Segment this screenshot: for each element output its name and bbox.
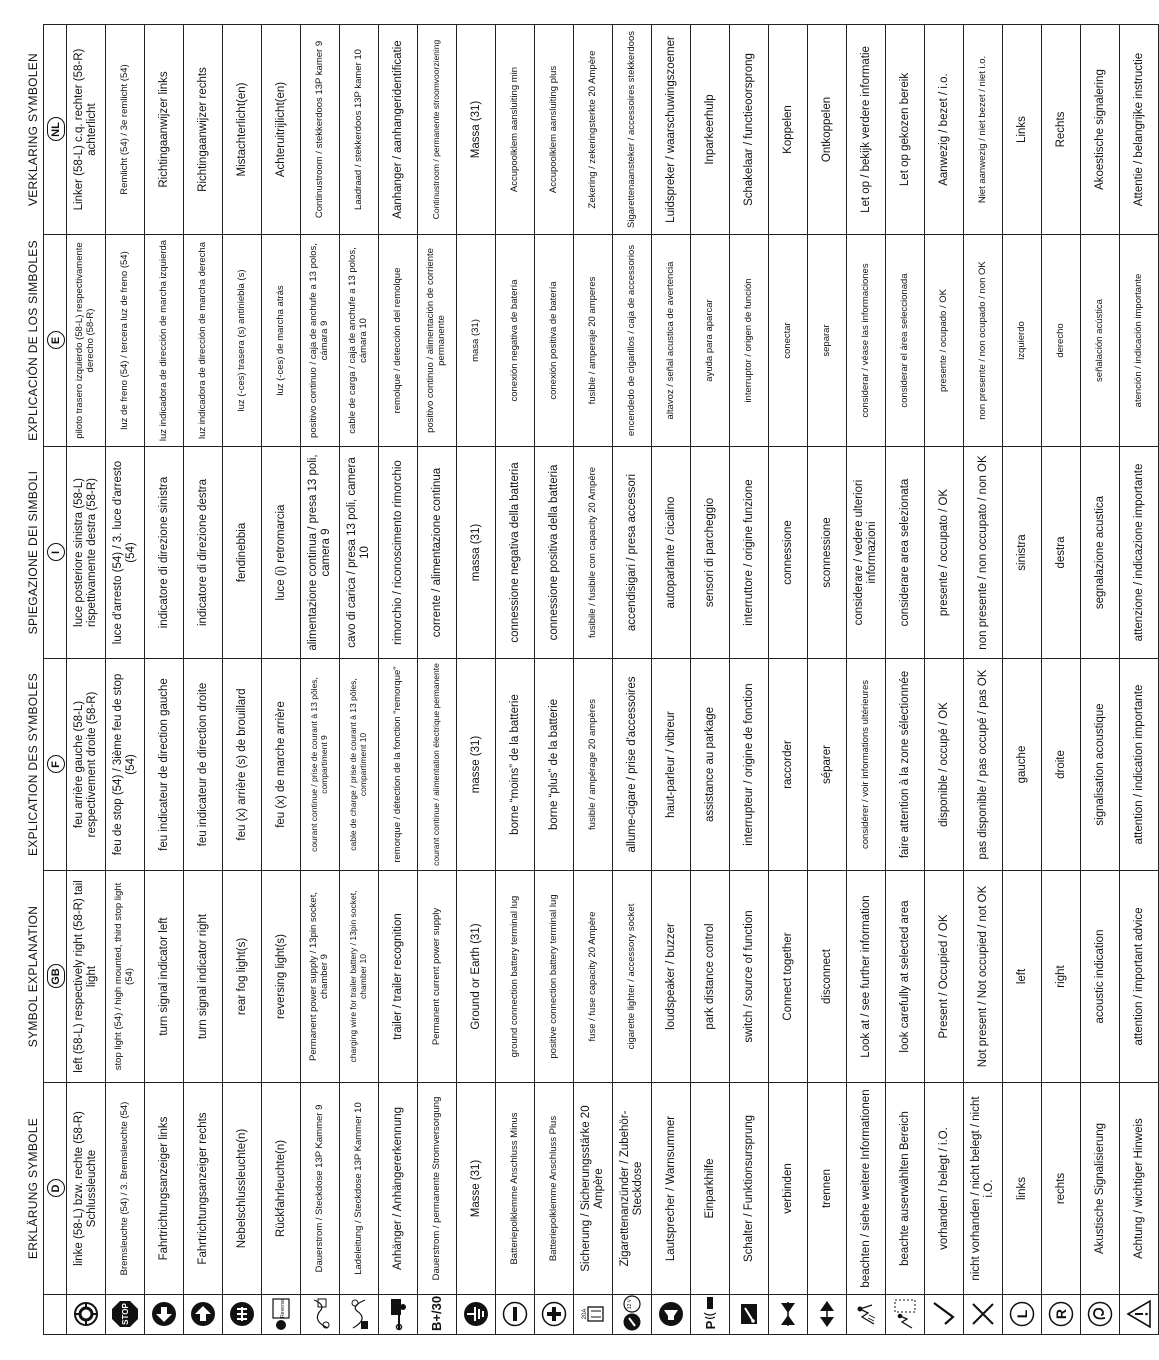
cell-gb: disconnect [808,871,847,1083]
table-row [145,25,184,1335]
cell-es: cable de carga / caja de anchufe a 13 polos, cámara 10 [340,235,379,447]
symbol-cell [574,1295,613,1335]
park-assist-icon [699,1295,721,1331]
cell-it: luce d'arresto (54) / 3. luce d'arresto (54) [106,447,145,659]
cell-de: Schalter / Funktionsursprung [730,1083,769,1295]
cell-es: separar [808,235,847,447]
cell-gb: Present / Occupied / OK [925,871,964,1083]
header-de: ERKLÄRUNG SYMBOLE [25,1083,44,1295]
trailer-icon [388,1297,408,1331]
cell-nl: Aanwezig / bezet / i.o. [925,25,964,235]
cell-fr: droite [1042,659,1081,871]
look-icon [854,1302,878,1328]
cell-nl: Akoestische signalering [1081,25,1120,235]
cell-de: Akustische Signalisierung [1081,1083,1120,1295]
cell-fr: considérer / voir informations ultérieures [847,659,886,871]
cell-nl: Attentie / belangrijke instructie [1120,25,1159,235]
cell-fr: fusible / ampérage 20 ampères [574,659,613,871]
symbol-cell [808,1295,847,1335]
table-row [418,25,457,1335]
cell-gb: Permanent power supply / 13pin socket, chamber 9 [301,871,340,1083]
switch-icon [738,1302,760,1328]
b30-icon: B+/30 [418,1295,457,1335]
cell-nl: Niet aanwezig / niet bezet / niet i.o. [964,25,1003,235]
park-label: P [703,1320,718,1330]
cell-gb: trailer / trailer recognition [379,871,418,1083]
symbol-cell [1081,1295,1120,1335]
socket-10-icon [347,1297,371,1331]
check-icon [931,1302,957,1328]
cell-fr: gauche [1003,659,1042,871]
cell-it: connessione negativa della batteria [496,447,535,659]
warning-icon [1126,1301,1152,1329]
cell-nl: Luidspreker / waarschuwingszoemer [652,25,691,235]
cell-it: connessione [769,447,808,659]
cell-nl: Remlicht (54) / 3e remlicht (54) [106,25,145,235]
ground-icon [463,1302,489,1328]
cell-es: izquierdo [1003,235,1042,447]
cell-fr: feu (x) arrière (s) de brouillard [223,659,262,871]
turn-left-icon [151,1302,177,1328]
cell-es: conexión negativa de batería [496,235,535,447]
cell-gb: attention / important advice [1120,871,1159,1083]
lang-badge-es [44,235,67,447]
cell-it: sinistra [1003,447,1042,659]
lang-badge-gb [44,871,67,1083]
cell-fr: pas disponible / pas occupé / pas OK [964,659,1003,871]
cell-gb: left [1003,871,1042,1083]
table-row [496,25,535,1335]
cell-gb: Look at / see further information [847,871,886,1083]
connect-icon [777,1301,799,1329]
cell-it: accendisigari / presa accessori [613,447,652,659]
cell-it: luce (i) retromarcia [262,447,301,659]
symbol-cell [457,1295,496,1335]
symbol-cell [652,1295,691,1335]
area-icon [892,1299,918,1331]
tail-light-icon [73,1302,99,1328]
table-row [535,25,574,1335]
cell-de: nicht vorhanden / nicht belegt / nicht i.O. [964,1083,1003,1295]
table-row [1042,25,1081,1335]
table-row [262,25,301,1335]
cell-nl: Accupoolklem aansluiting plus [535,25,574,235]
cell-de: Dauerstrom / Steckdose 13P Kammer 9 [301,1083,340,1295]
left-l-icon [1009,1302,1035,1328]
cell-es: interruptor / origen de función [730,235,769,447]
symbol-cell [67,1295,106,1335]
table-row [652,25,691,1335]
cell-fr: allume-cigare / prise d'accessoires [613,659,652,871]
cell-nl: Massa (31) [457,25,496,235]
disconnect-icon [816,1301,838,1329]
speaker-icon [658,1302,684,1328]
lang-badge-fr [44,659,67,871]
cell-es: luz (-ces) trasera (s) antiniebla (s) [223,235,262,447]
cell-es: derecho [1042,235,1081,447]
cell-nl: Continustroom / stekkerdoos 13P kamer 9 [301,25,340,235]
minus-icon [502,1302,528,1328]
cell-nl: Links [1003,25,1042,235]
cell-es: masa (31) [457,235,496,447]
cell-fr: attention / indication importante [1120,659,1159,871]
cell-es: atención / indicación importante [1120,235,1159,447]
socket-9-icon [308,1297,332,1331]
voltage-label: 12 V [627,1298,633,1310]
cell-fr: feu de stop (54) / 3ième feu de stop (54) [106,659,145,871]
cell-de: Rückfahrleuchte(n) [262,1083,301,1295]
cell-nl: Mistachterlicht(en) [223,25,262,235]
l-letter: L [1014,1310,1030,1319]
cell-de: Dauerstrom / permanente Stromversorgung [418,1083,457,1295]
symbol-cell [1042,1295,1081,1335]
cell-de: links [1003,1083,1042,1295]
cell-it: considerare area selezionata [886,447,925,659]
cell-it: fendinebbia [223,447,262,659]
cell-it: presente / occupato / OK [925,447,964,659]
symbol-cell [145,1295,184,1335]
symbol-cell [613,1295,652,1335]
table-row [67,25,106,1335]
cell-gb: turn signal indicator right [184,871,223,1083]
cell-gb: acoustic indication [1081,871,1120,1083]
cell-de: Fahrtrichtungsanzeiger links [145,1083,184,1295]
cell-fr: courant continue / alimentation électrique permanente [418,659,457,871]
cell-gb: positive connection battery terminal lug [535,871,574,1083]
cell-es: conectar [769,235,808,447]
table-row [769,25,808,1335]
header-gb: SYMBOL EXPLANATION [25,871,44,1083]
cell-nl: Zekering / zekeringsterkte 20 Ampère [574,25,613,235]
stop-label: STOP [121,1303,130,1326]
cell-it: sensori di parcheggio [691,447,730,659]
lang-badge-nl [44,25,67,235]
cell-fr: remorque / détection de la fonction "remorque" [379,659,418,871]
cell-fr: raccorder [769,659,808,871]
table-row [613,25,652,1335]
cell-it: attenzione / indicazione importante [1120,447,1159,659]
symbol-cell [262,1295,301,1335]
symbol-legend-table [25,24,1159,1335]
lighter-icon [621,1295,643,1331]
cell-gb: Not present / Not occupied / not OK [964,871,1003,1083]
cell-it: sconnessione [808,447,847,659]
cell-fr: courant continue / prise de courant à 13 pôles, compartiment 9 [301,659,340,871]
cell-de: Masse (31) [457,1083,496,1295]
cell-fr: feu arrière gauche (58-L) respectivement droite (58-R) [67,659,106,871]
table-row [691,25,730,1335]
cell-de: Achtung / wichtiger Hinweis [1120,1083,1159,1295]
lang-blank-cell [44,1295,67,1335]
symbol-column-header [25,1295,44,1335]
table-row [574,25,613,1335]
cell-nl: Inparkeerhulp [691,25,730,235]
symbol-cell [1120,1295,1159,1335]
table-row [1003,25,1042,1335]
lang-code: E [47,332,65,350]
cell-it: fusibile / fusibile con capacity 20 Ampère [574,447,613,659]
cell-it: interruttore / origine funzione [730,447,769,659]
symbol-cell [301,1295,340,1335]
turn-right-icon [190,1302,216,1328]
cell-fr: faire attention à la zone sélectionnée [886,659,925,871]
cell-es: non presente / non ocupado / non OK [964,235,1003,447]
lang-code: D [47,1180,65,1198]
cell-nl: Laadraad / stekkerdoos 13P kamer 10 [340,25,379,235]
symbol-cell [379,1295,418,1335]
cell-de: Fahrtrichtungsanzeiger rechts [184,1083,223,1295]
cell-gb: right [1042,871,1081,1083]
stop-light-icon [111,1301,139,1329]
cell-de: rechts [1042,1083,1081,1295]
table-row [808,25,847,1335]
cell-de: Anhänger / Anhängererkennung [379,1083,418,1295]
cell-es: ayuda para aparcar [691,235,730,447]
cell-es: presente / ocupado / OK [925,235,964,447]
cell-fr: cable de charge / prise de courant à 13 pôles, compartiment 10 [340,659,379,871]
header-es: EXPLICACIÓN DE LOS SIMBOLES [25,235,44,447]
cell-es: piloto trasero izquierdo (58-L) respectivamente derecho (58-R) [67,235,106,447]
lang-badge-it [44,447,67,659]
table-row [457,25,496,1335]
cell-nl: Let op gekozen bereik [886,25,925,235]
cell-gb: look carefully at selected area [886,871,925,1083]
symbol-cell [223,1295,262,1335]
cell-de: verbinden [769,1083,808,1295]
cell-es: positivo continuo / caja de anchufe a 13 polos, cámara 9 [301,235,340,447]
cell-it: alimentazione continua / presa 13 poli, camera 9 [301,447,340,659]
symbol-cell [730,1295,769,1335]
symbol-cell [886,1295,925,1335]
fog-light-icon [229,1302,255,1328]
cell-es: altavoz / señal acustica de avertencia [652,235,691,447]
lang-code: I [47,544,65,562]
table-row [964,25,1003,1335]
cell-nl: Continustroom / permanente stroomvoorziening [418,25,457,235]
cell-it: massa (31) [457,447,496,659]
cell-nl: Sigarettenaansteker / accessoires stekkerdoos [613,25,652,235]
cell-gb: Permanent current power supply [418,871,457,1083]
cell-es: luz indicadora de dirección de marcha izquierda [145,235,184,447]
symbol-cell [691,1295,730,1335]
cell-nl: Richtingaanwijzer links [145,25,184,235]
lang-code: GB [47,965,65,989]
cell-nl: Linker (58-L) c.q. rechter (58-R) achterlicht [67,25,106,235]
cell-de: Zigarettenanzünder / Zubehör-Steckdose [613,1083,652,1295]
cell-nl: Schakelaar / functieoorsprong [730,25,769,235]
table-row [925,25,964,1335]
table-row [301,25,340,1335]
cell-es: positivo continuo / alimentación de corriente permanente [418,235,457,447]
cell-gb: fuse / fuse capacity 20 Ampère [574,871,613,1083]
cell-it: destra [1042,447,1081,659]
symbol-cell [769,1295,808,1335]
cell-fr: signalisation acoustique [1081,659,1120,871]
cell-it: connessione positiva della batteria [535,447,574,659]
cell-it: non presente / non occupato / non OK [964,447,1003,659]
header-nl: VERKLARING SYMBOLEN [25,25,44,235]
symbol-legend-sheet [25,25,1145,1335]
fuse-icon [579,1303,607,1327]
cell-fr: borne “plus” de la batterie [535,659,574,871]
cell-nl: Ontkoppelen [808,25,847,235]
table-row [106,25,145,1335]
cell-es: luz de freno (54) / tercera luz de freno (54) [106,235,145,447]
cell-nl: Let op / bekijk verdere informatie [847,25,886,235]
cell-de: linke (58-L) bzw. rechte (58-R) Schlussleuchte [67,1083,106,1295]
cell-it: indicatore di direzione sinistra [145,447,184,659]
symbol-cell [964,1295,1003,1335]
right-r-icon [1048,1302,1074,1328]
cell-nl: Richtingaanwijzer rechts [184,25,223,235]
table-row [730,25,769,1335]
lang-code: F [47,756,65,774]
cell-fr: feu indicateur de direction gauche [145,659,184,871]
table-row [223,25,262,1335]
symbol-cell [184,1295,223,1335]
cross-icon [970,1302,996,1328]
symbol-cell [535,1295,574,1335]
table-row [379,25,418,1335]
plus-icon [541,1302,567,1328]
symbol-cell [340,1295,379,1335]
cell-de: vorhanden / belegt / i.O. [925,1083,964,1295]
cell-es: luz indicadora de dirección de marcha derecha [184,235,223,447]
cell-de: Batteriepolklemme Anschluss Plus [535,1083,574,1295]
cell-fr: feu indicateur de direction droite [184,659,223,871]
table-row [340,25,379,1335]
cell-gb: reversing light(s) [262,871,301,1083]
cell-it: considerare / vedere ulteriori informazioni [847,447,886,659]
cell-de: Nebelschlussleuchte(n) [223,1083,262,1295]
cell-es: conexión positiva de batería [535,235,574,447]
cell-fr: séparer [808,659,847,871]
symbol-cell [1003,1295,1042,1335]
cell-de: Einparkhilfe [691,1083,730,1295]
cell-gb: left (58-L) respectively right (58-R) tail light [67,871,106,1083]
table-row [1120,25,1159,1335]
header-it: SPIEGAZIONE DEI SIMBOLI [25,447,44,659]
reverse-label: Reverse [280,1299,286,1318]
symbol-cell [496,1295,535,1335]
cell-gb: loudspeaker / buzzer [652,871,691,1083]
fuse-label: 20A [582,1309,588,1320]
cell-es: fusible / amperaje 20 amperes [574,235,613,447]
cell-gb: Connect together [769,871,808,1083]
table-row [1081,25,1120,1335]
cell-de: beachten / siehe weitere Informationen [847,1083,886,1295]
cell-it: corrente / alimentazione continua [418,447,457,659]
cell-de: Batteriepolklemme Anschluss Minus [496,1083,535,1295]
lang-code: NL [47,118,65,142]
table-row [184,25,223,1335]
cell-fr: haut-parleur / vibreur [652,659,691,871]
cell-de: Bremsleuchte (54) / 3. Bremsleuchte (54) [106,1083,145,1295]
cell-gb: turn signal indicator left [145,871,184,1083]
table-row [886,25,925,1335]
cell-it: autoparlante / cicalino [652,447,691,659]
cell-gb: cigarette lighter / accessory socket [613,871,652,1083]
cell-gb: charging wire for trailer battery / 13pin socket, chamber 10 [340,871,379,1083]
cell-de: Ladeleitung / Steckdose 13P Kammer 10 [340,1083,379,1295]
cell-de: beachte auserwählten Bereich [886,1083,925,1295]
cell-nl: Rechts [1042,25,1081,235]
cell-es: considerar / véase las informaciones [847,235,886,447]
cell-gb: switch / source of function [730,871,769,1083]
cell-es: considerar el área seleccionada [886,235,925,447]
cell-nl: Accupoolklem aansluiting min [496,25,535,235]
cell-nl: Achteruitrijlicht(en) [262,25,301,235]
cell-fr: interrupteur / origine de fonction [730,659,769,871]
r-letter: R [1053,1309,1069,1320]
cell-nl: Aanhanger / aanhangeridentificatie [379,25,418,235]
lang-badge-de [44,1083,67,1295]
ear-icon [1087,1302,1113,1328]
header-fr: EXPLICATION DES SYMBOLES [25,659,44,871]
cell-fr: masse (31) [457,659,496,871]
cell-nl: Koppelen [769,25,808,235]
cell-gb: rear fog light(s) [223,871,262,1083]
cell-it: indicatore di direzione destra [184,447,223,659]
cell-gb: stop light (54) / high mounted, third stop light (54) [106,871,145,1083]
reverse-light-icon [270,1297,292,1331]
cell-it: rimorchio / riconoscimento rimorchio [379,447,418,659]
cell-de: trennen [808,1083,847,1295]
cell-de: Lautsprecher / Warnsummer [652,1083,691,1295]
cell-it: cavo di carica / presa 13 poli, camera 10 [340,447,379,659]
cell-fr: disponible / occupé / OK [925,659,964,871]
cell-gb: ground connection battery terminal lug [496,871,535,1083]
cell-gb: Ground or Earth (31) [457,871,496,1083]
symbol-cell [106,1295,145,1335]
cell-es: señalación acústica [1081,235,1120,447]
symbol-cell [847,1295,886,1335]
cell-de: Sicherung / Sicherungsstärke 20 Ampère [574,1083,613,1295]
cell-fr: feu (x) de marche arrière [262,659,301,871]
cell-it: segnalazione acustica [1081,447,1120,659]
cell-fr: assistance au parkage [691,659,730,871]
cell-gb: park distance control [691,871,730,1083]
cell-es: luz (-ces) de marcha atrás [262,235,301,447]
table-row [847,25,886,1335]
cell-it: luce posteriore sinistra (58-L) rispettivamente destra (58-R) [67,447,106,659]
symbol-cell [925,1295,964,1335]
cell-es: encendedo de cigarillos / caja de accessorios [613,235,652,447]
cell-es: remolque / detección del remolque [379,235,418,447]
cell-fr: borne “moins” de la batterie [496,659,535,871]
